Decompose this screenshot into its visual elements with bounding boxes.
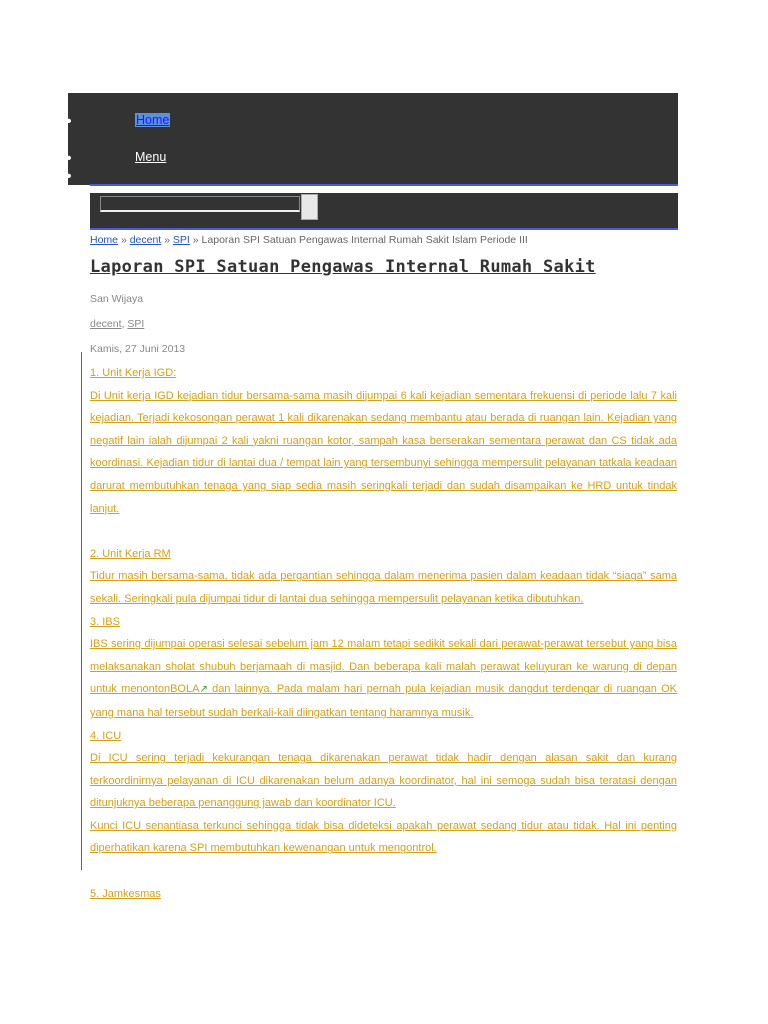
label-link-spi[interactable]: SPI [127,318,145,330]
external-link-icon[interactable]: ↗ [199,684,208,696]
breadcrumb [90,234,528,246]
breadcrumb-separator: » [164,234,170,246]
breadcrumb-decent-link[interactable]: decent [129,234,162,246]
section-heading: 1. Unit Kerja IGD: [90,367,177,379]
nav-link-menu[interactable]: Menu [135,150,167,164]
paragraph-text: IBS sering dijumpai operasi selesai sebelum jam 12 malam tetapi sedikit sekali dari perawat-perawat tersebut yang bisa melaksanakan sholat shubuh berjamaah di masjid. Dan beberapa kali malah perawat keluyuran ke warung di depan untuk menontonBOLA [90,638,677,696]
nav-bullet: • [66,168,72,185]
page-title[interactable]: Laporan SPI Satuan Pengawas Internal Rumah Sakit [90,257,596,277]
label-link-decent[interactable]: decent [90,318,122,330]
section-paragraph: Kunci ICU senantiasa terkunci sehingga tidak bisa dideteksi apakah perawat sedang tidur atau tidak. Hal ini penting diperhatikan karena SPI membutuhkan kewenangan untuk mengontrol. [90,819,677,855]
nav-bullet: • [66,113,72,130]
search-bar-divider [90,228,678,230]
search-input[interactable] [100,196,300,212]
section-heading: 4. ICU [90,729,122,742]
nav-bullet: • [66,150,72,167]
breadcrumb-current: Laporan SPI Satuan Pengawas Internal Rumah Sakit Islam Periode III [201,234,528,246]
post-author: San Wijaya [90,293,144,305]
section-heading: 5. Jamkesmas [90,887,161,900]
top-navigation-bar [68,93,678,185]
breadcrumb-spi-link[interactable]: SPI [172,234,190,246]
breadcrumb-home-link[interactable]: Home [90,234,119,246]
post-labels [90,318,144,330]
nav-link-home[interactable]: Home [136,113,170,127]
section-paragraph: Di Unit kerja IGD kejadian tidur bersama-sama masih dijumpai 6 kali kejadian sementara frekuensi di periode lalu 7 kali kejadian. Terjadi kekosongan perawat 1 kali dikarenakan sedang membantu atau berada di ruangan lain. Kejadian yang negatif lain ialah dijumpai 2 kali yakni ruangan kotor, sampah kasa berserakan sementara perawat dan CS tidak ada koordinasi. Kejadian tidur di lantai dua / tempat lain yang tersembunyi sehingga mempersulit pelayanan tatkala keadaan darurat membutuhkan tenaga yang siap sedia masih seringkali terjadi dan sudah disampaikan ke HRD untuk tindak lanjut. [90,389,677,515]
section-heading: 2. Unit Kerja RM [90,547,171,560]
breadcrumb-separator: » [120,234,127,246]
section-paragraph [90,633,677,724]
label-separator: , [121,318,125,330]
search-button[interactable] [301,194,318,220]
nav-divider [90,184,678,186]
breadcrumb-separator: » [192,234,199,246]
content-left-rule [81,352,82,870]
post-body [90,362,677,905]
post-date: Kamis, 27 Juni 2013 [90,343,186,355]
section-paragraph: Di ICU sering terjadi kekurangan tenaga dikarenakan perawat tidak hadir dengan alasan sakit dan kurang terkoordinirnya pelayanan di ICU dikarenakan belum adanya koordinator, hal ini semoga sudah bisa teratasi dengan ditunjuknya beberapa penanggung jawab dan koordinator ICU. [90,752,677,810]
section-paragraph: Tidur masih bersama-sama, tidak ada pergantian sehingga dalam menerima pasien dalam keadaan tidak “siaga” sama sekali. Seringkali pula dijumpai tidur di lantai dua sehingga mempersulit pelayanan ketika dibutuhkan. [90,570,677,605]
paragraph-text: dan lainnya. Pada malam hari pernah pula kejadian musik dangdut terdengar di ruangan OK yang mana hal tersebut sudah berkali-kali diingatkan tentang haramnya musik. [90,683,677,719]
section-heading: 3. IBS [90,615,120,628]
